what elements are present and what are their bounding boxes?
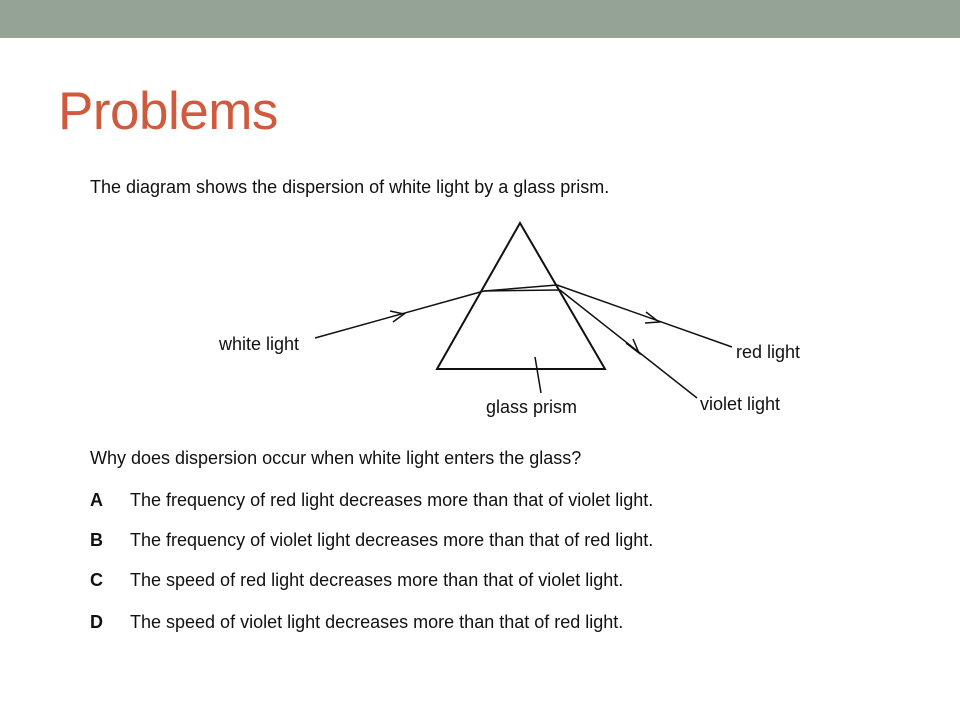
option-d-letter: D (90, 612, 103, 632)
option-c-text: The speed of red light decreases more than that of violet light. (130, 570, 624, 590)
question-intro: The diagram shows the dispersion of white light by a glass prism. (90, 177, 610, 197)
label-white-light: white light (219, 334, 300, 354)
violet-ray-inside (484, 290, 560, 291)
option-d-text: The speed of violet light decreases more than that of red light. (130, 612, 624, 632)
option-a-letter: A (90, 490, 103, 510)
question-prompt: Why does dispersion occur when white light enters the glass? (90, 448, 582, 468)
slide-title: Problems (58, 82, 278, 141)
glass-prism-shape (437, 223, 605, 369)
option-b-text: The frequency of violet light decreases more than that of red light. (130, 530, 654, 550)
label-red-light: red light (736, 342, 801, 362)
option-c-letter: C (90, 570, 103, 590)
option-a-text: The frequency of red light decreases more than that of violet light. (130, 490, 654, 510)
red-light-ray (557, 285, 732, 347)
label-glass-prism: glass prism (486, 397, 578, 417)
violet-light-arrow (626, 339, 639, 353)
label-violet-light: violet light (700, 394, 781, 414)
glass-prism-leader (535, 357, 541, 393)
option-b-letter: B (90, 530, 103, 550)
